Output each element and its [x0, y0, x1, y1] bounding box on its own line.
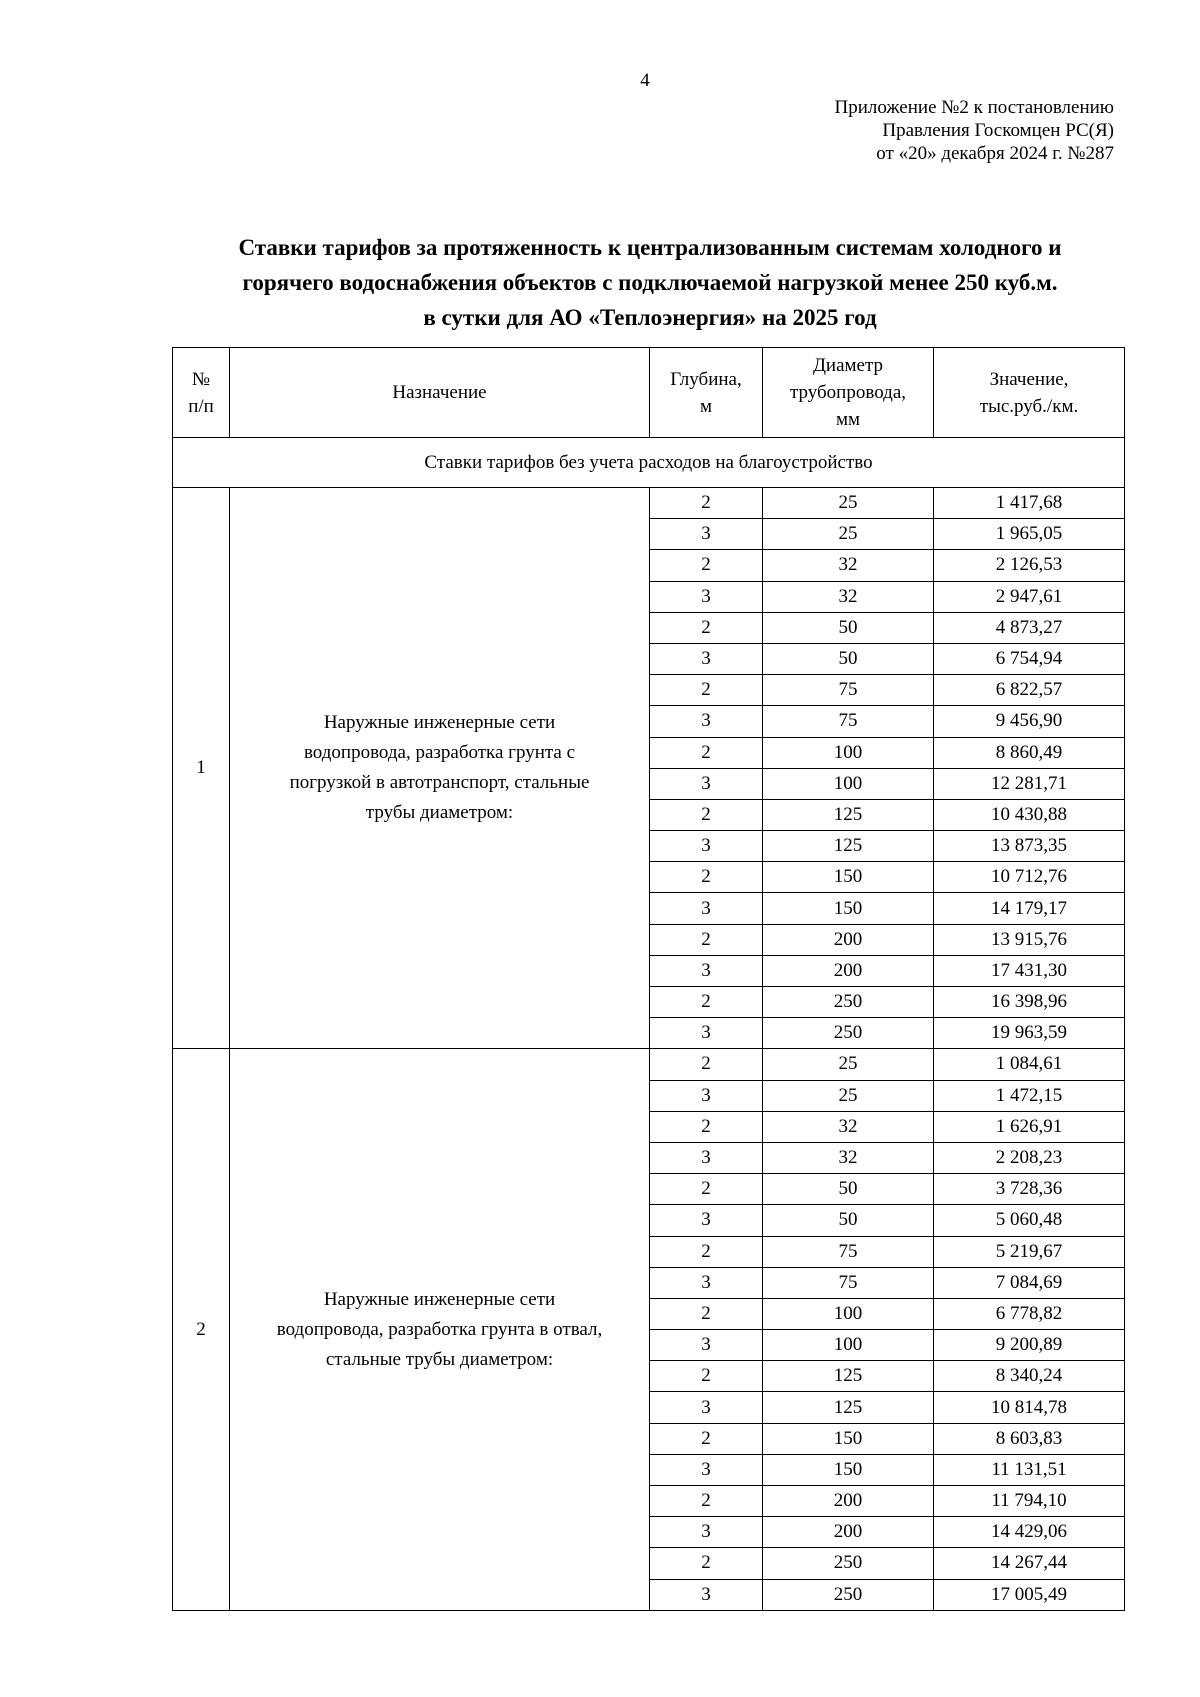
value-cell: 1 417,68 — [934, 488, 1125, 519]
header-value-line-2: тыс.руб./км. — [979, 395, 1079, 417]
section-label: Ставки тарифов без учета расходов на благоустройство — [173, 438, 1125, 488]
page-number: 4 — [640, 70, 650, 91]
diameter-cell: 32 — [763, 550, 934, 581]
depth-cell: 3 — [650, 1080, 763, 1111]
depth-cell: 3 — [650, 581, 763, 612]
diameter-cell: 250 — [763, 1018, 934, 1049]
depth-cell: 2 — [650, 1548, 763, 1579]
purpose-line: водопровода, разработка грунта в отвал, — [276, 1318, 603, 1340]
diameter-cell: 150 — [763, 1454, 934, 1485]
value-cell: 10 430,88 — [934, 799, 1125, 830]
table-row — [173, 1049, 1125, 1080]
diameter-cell: 32 — [763, 1111, 934, 1142]
diameter-cell: 200 — [763, 1486, 934, 1517]
diameter-cell: 25 — [763, 519, 934, 550]
header-num — [173, 348, 230, 438]
header-diameter-line-2: трубопровода, — [789, 382, 906, 403]
header-diameter — [763, 348, 934, 438]
purpose-line: Наружные инженерные сети — [323, 712, 556, 734]
diameter-cell: 25 — [763, 488, 934, 519]
title-line-1: Ставки тарифов за протяженность к централизованным системам холодного и — [238, 235, 1062, 260]
diameter-cell: 250 — [763, 1548, 934, 1579]
diameter-cell: 100 — [763, 768, 934, 799]
depth-cell: 2 — [650, 1174, 763, 1205]
value-cell: 1 472,15 — [934, 1080, 1125, 1111]
diameter-cell: 150 — [763, 1423, 934, 1454]
diameter-cell: 75 — [763, 706, 934, 737]
diameter-cell: 250 — [763, 987, 934, 1018]
header-diameter-line-1: Диаметр — [812, 355, 884, 376]
value-cell: 1 084,61 — [934, 1049, 1125, 1080]
diameter-cell: 100 — [763, 1298, 934, 1329]
value-cell: 8 603,83 — [934, 1423, 1125, 1454]
depth-cell: 2 — [650, 862, 763, 893]
document-title — [150, 230, 1150, 335]
diameter-cell: 75 — [763, 675, 934, 706]
depth-cell: 3 — [650, 831, 763, 862]
value-cell: 19 963,59 — [934, 1018, 1125, 1049]
header-depth-line-1: Глубина, — [670, 368, 742, 390]
value-cell: 13 873,35 — [934, 831, 1125, 862]
diameter-cell: 250 — [763, 1579, 934, 1610]
depth-cell: 2 — [650, 675, 763, 706]
header-num-line-1: № — [191, 368, 211, 390]
value-cell: 14 429,06 — [934, 1517, 1125, 1548]
row-number-cell: 2 — [173, 1049, 230, 1610]
value-cell: 4 873,27 — [934, 612, 1125, 643]
diameter-cell: 150 — [763, 893, 934, 924]
purpose-cell — [230, 1049, 650, 1610]
depth-cell: 2 — [650, 1361, 763, 1392]
depth-cell: 2 — [650, 924, 763, 955]
diameter-cell: 50 — [763, 1205, 934, 1236]
value-cell: 2 126,53 — [934, 550, 1125, 581]
value-cell: 2 947,61 — [934, 581, 1125, 612]
value-cell: 16 398,96 — [934, 987, 1125, 1018]
diameter-cell: 50 — [763, 1174, 934, 1205]
value-cell: 1 965,05 — [934, 519, 1125, 550]
diameter-cell: 125 — [763, 1392, 934, 1423]
value-cell: 13 915,76 — [934, 924, 1125, 955]
depth-cell: 2 — [650, 737, 763, 768]
section-row — [173, 438, 1125, 488]
diameter-cell: 25 — [763, 1080, 934, 1111]
depth-cell: 3 — [650, 1142, 763, 1173]
depth-cell: 2 — [650, 1111, 763, 1142]
value-cell: 6 754,94 — [934, 643, 1125, 674]
title-line-2: горячего водоснабжения объектов с подключаемой нагрузкой менее 250 куб.м. — [242, 270, 1058, 295]
diameter-cell: 100 — [763, 737, 934, 768]
header-value-line-1: Значение, — [989, 368, 1069, 390]
header-value — [934, 348, 1125, 438]
value-cell: 14 267,44 — [934, 1548, 1125, 1579]
value-cell: 6 778,82 — [934, 1298, 1125, 1329]
depth-cell: 3 — [650, 1330, 763, 1361]
appendix-line-2: Правления Госкомцен РС(Я) — [882, 120, 1114, 141]
header-depth-line-2: м — [699, 395, 713, 417]
title-line-3: в сутки для АО «Теплоэнергия» на 2025 год — [423, 305, 877, 330]
value-cell: 2 208,23 — [934, 1142, 1125, 1173]
diameter-cell: 200 — [763, 955, 934, 986]
diameter-cell: 100 — [763, 1330, 934, 1361]
tariff-table — [172, 347, 1125, 1611]
value-cell: 5 219,67 — [934, 1236, 1125, 1267]
table-row — [173, 488, 1125, 519]
depth-cell: 2 — [650, 550, 763, 581]
value-cell: 9 456,90 — [934, 706, 1125, 737]
purpose-line: водопровода, разработка грунта с — [303, 742, 576, 764]
depth-cell: 2 — [650, 799, 763, 830]
purpose-line: Наружные инженерные сети — [323, 1288, 556, 1310]
depth-cell: 3 — [650, 1517, 763, 1548]
depth-cell: 3 — [650, 706, 763, 737]
value-cell: 6 822,57 — [934, 675, 1125, 706]
depth-cell: 3 — [650, 1392, 763, 1423]
header-num-line-2: п/п — [188, 395, 214, 417]
depth-cell: 2 — [650, 987, 763, 1018]
diameter-cell: 150 — [763, 862, 934, 893]
value-cell: 17 005,49 — [934, 1579, 1125, 1610]
purpose-line: погрузкой в автотранспорт, стальные — [289, 772, 590, 794]
appendix-line-3: от «20» декабря 2024 г. №287 — [876, 143, 1114, 164]
value-cell: 17 431,30 — [934, 955, 1125, 986]
depth-cell: 2 — [650, 1486, 763, 1517]
diameter-cell: 125 — [763, 1361, 934, 1392]
value-cell: 1 626,91 — [934, 1111, 1125, 1142]
depth-cell: 3 — [650, 893, 763, 924]
value-cell: 10 814,78 — [934, 1392, 1125, 1423]
appendix-line-1: Приложение №2 к постановлению — [834, 97, 1114, 118]
depth-cell: 3 — [650, 955, 763, 986]
depth-cell: 2 — [650, 1423, 763, 1454]
value-cell: 3 728,36 — [934, 1174, 1125, 1205]
depth-cell: 3 — [650, 768, 763, 799]
diameter-cell: 125 — [763, 831, 934, 862]
diameter-cell: 200 — [763, 924, 934, 955]
row-number-cell: 1 — [173, 488, 230, 1049]
diameter-cell: 32 — [763, 1142, 934, 1173]
diameter-cell: 75 — [763, 1236, 934, 1267]
diameter-cell: 75 — [763, 1267, 934, 1298]
depth-cell: 2 — [650, 612, 763, 643]
diameter-cell: 200 — [763, 1517, 934, 1548]
purpose-cell — [230, 488, 650, 1049]
value-cell: 5 060,48 — [934, 1205, 1125, 1236]
depth-cell: 3 — [650, 519, 763, 550]
table-header-row — [173, 348, 1125, 438]
depth-cell: 3 — [650, 643, 763, 674]
depth-cell: 3 — [650, 1267, 763, 1298]
depth-cell: 2 — [650, 1236, 763, 1267]
depth-cell: 2 — [650, 1049, 763, 1080]
depth-cell: 2 — [650, 488, 763, 519]
value-cell: 9 200,89 — [934, 1330, 1125, 1361]
value-cell: 11 131,51 — [934, 1454, 1125, 1485]
diameter-cell: 25 — [763, 1049, 934, 1080]
depth-cell: 2 — [650, 1298, 763, 1329]
value-cell: 10 712,76 — [934, 862, 1125, 893]
value-cell: 11 794,10 — [934, 1486, 1125, 1517]
value-cell: 8 340,24 — [934, 1361, 1125, 1392]
header-depth — [650, 348, 763, 438]
purpose-line: стальные трубы диаметром: — [325, 1348, 554, 1370]
header-diameter-line-3: мм — [835, 409, 861, 430]
purpose-line: трубы диаметром: — [365, 802, 514, 824]
header-purpose: Назначение — [230, 348, 650, 438]
diameter-cell: 50 — [763, 643, 934, 674]
depth-cell: 3 — [650, 1205, 763, 1236]
value-cell: 14 179,17 — [934, 893, 1125, 924]
appendix-reference — [835, 96, 1114, 165]
depth-cell: 3 — [650, 1579, 763, 1610]
value-cell: 12 281,71 — [934, 768, 1125, 799]
value-cell: 7 084,69 — [934, 1267, 1125, 1298]
table-body — [173, 438, 1125, 1611]
value-cell: 8 860,49 — [934, 737, 1125, 768]
depth-cell: 3 — [650, 1454, 763, 1485]
diameter-cell: 125 — [763, 799, 934, 830]
diameter-cell: 32 — [763, 581, 934, 612]
diameter-cell: 50 — [763, 612, 934, 643]
depth-cell: 3 — [650, 1018, 763, 1049]
